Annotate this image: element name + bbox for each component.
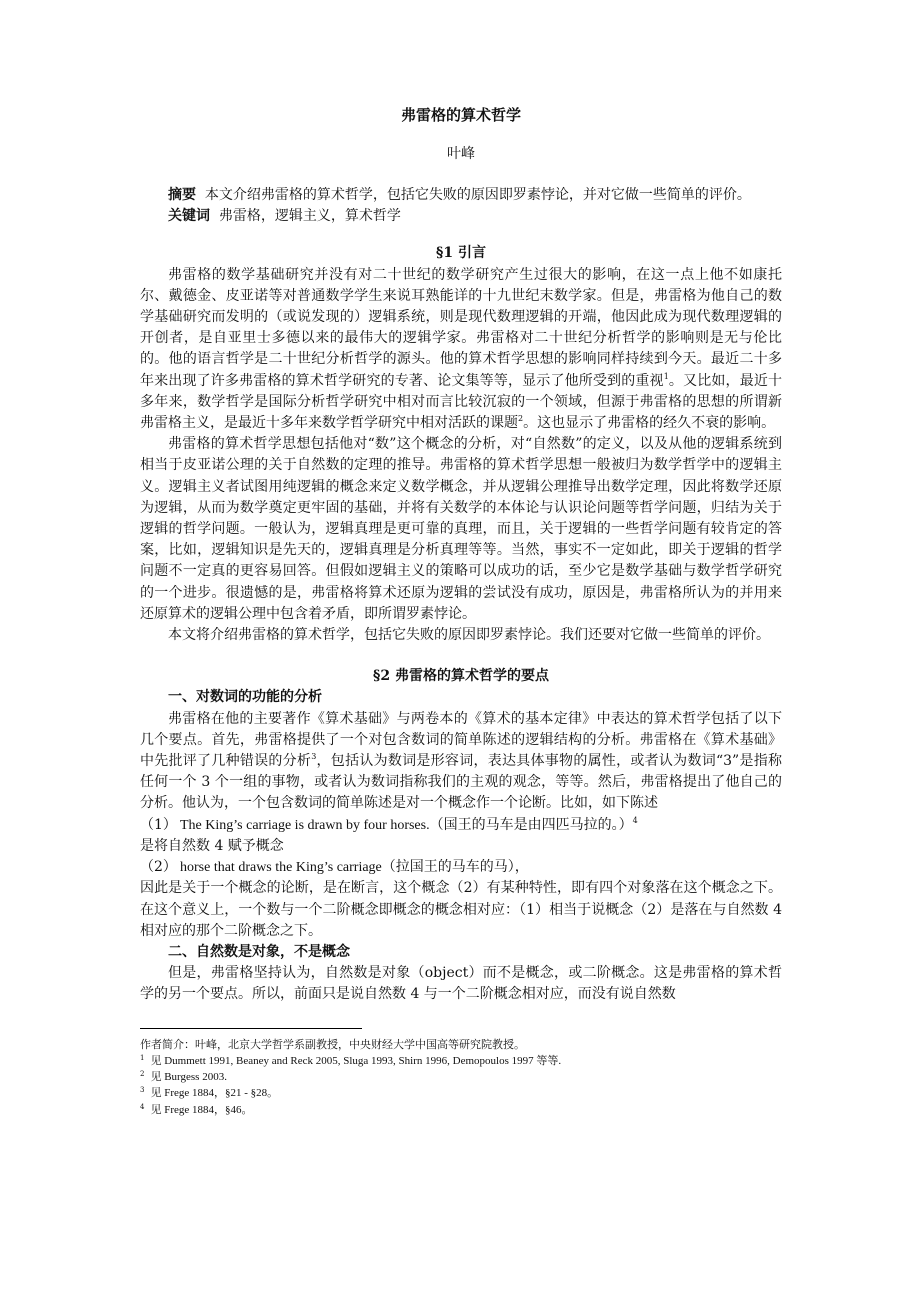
- footnote-ref-3[interactable]: 3: [311, 752, 317, 762]
- example-english: The King’s carriage is drawn by four horses.: [180, 817, 430, 833]
- footnote-4: [140, 1102, 782, 1118]
- author-note: 作者简介：叶峰，北京大学哲学系副教授，中央财经大学中国高等研究院教授。: [140, 1037, 525, 1051]
- subsection-2-heading: 二、自然数是对象，不是概念: [168, 943, 350, 960]
- footnote-text: 见 Dummett 1991, Beaney and Reck 2005, Sluga 1993, Shirn 1996, Demopoulos 1997 等等.: [150, 1054, 562, 1067]
- example-number: （2）: [140, 859, 177, 876]
- footnote-2: [140, 1069, 782, 1085]
- text-run: 弗雷格的数学基础研究并没有对二十世纪的数学研究产生过很大的影响，在这一点上他不如康托尔、戴德金、皮亚诺等对普通数学学生来说耳熟能详的十九世纪末数学家。但是，弗雷格为他自己的数学基础研究而发明的（或说发现的）逻辑系统，则是现代数理逻辑的开端，他因此成为现代数理逻辑的开创者，是自亚里士多德以来的最伟大的逻辑学家。弗雷格对二十世纪分析哲学的影响则是无与伦比的。他的语言哲学是二十世纪分析哲学的源头。他的算术哲学思想的影响同样持续到今天。最近二十多年来出现了许多弗雷格的算术哲学研究的专著、论文集等等，显示了他所受到的重视: [140, 266, 782, 389]
- footnote-3: [140, 1085, 782, 1101]
- text-run: 弗雷格在他的主要著作《算术基础》与两卷本的《算术的基本定律》中表达的算术哲学包括了以下几个要点。首先，弗雷格提供了一个对包含数词的简单陈述的逻辑结构的分析。弗雷格在《算术基础》中先批评了几种错误的分析: [140, 710, 782, 770]
- abstract: [140, 185, 782, 206]
- keywords-label: 关键词: [168, 208, 210, 225]
- section-2-paragraph-2: 因此是关于一个概念的论断，是在断言，这个概念（2）有某种特性，即有四个对象落在这个概念之下。在这个意义上，一个数与一个二阶概念即概念的概念相对应：（1）相当于说概念（2）是落在与自然数 4 相对应的那个二阶概念之下。: [140, 880, 782, 939]
- footnote-ref-1[interactable]: 1: [663, 371, 669, 381]
- footnote-ref-2[interactable]: 2: [518, 414, 524, 424]
- footnote-text: 见 Burgess 2003.: [150, 1071, 227, 1084]
- section-2-paragraph-1: [140, 709, 782, 815]
- example-english: horse that draws the King’s carriage: [180, 860, 382, 876]
- example-bridge-text: 是将自然数 4 赋予概念: [140, 837, 284, 854]
- footnote-mark: 3: [140, 1086, 145, 1095]
- footnote-1: [140, 1053, 782, 1069]
- example-1: [140, 815, 782, 836]
- abstract-label: 摘要: [168, 187, 196, 203]
- paper-author: 叶峰: [447, 146, 475, 162]
- abstract-text: 本文介绍弗雷格的算术哲学，包括它失败的原因即罗素悖论，并对它做一些简单的评价。: [204, 187, 751, 203]
- example-translation: （拉国王的马车的马），: [381, 859, 529, 876]
- footnote-mark: 2: [140, 1070, 145, 1079]
- keywords-text: 弗雷格，逻辑主义，算术哲学: [218, 208, 401, 225]
- section-1-paragraph-2: 弗雷格的算术哲学思想包括他对“数”这个概念的分析，对“自然数”的定义，以及从他的逻辑系统到相当于皮亚诺公理的关于自然数的定理的推导。弗雷格的算术哲学思想一般被归为数学哲学中的逻辑主义。逻辑主义者试图用纯逻辑的概念来定义数学概念，并从逻辑公理推导出数学定理，因此将数学还原为逻辑，从而为数学奠定更牢固的基础，并将有关数学的本体论与认识论问题等哲学问题，归结为关于逻辑的哲学问题。一般认为，逻辑真理是更可靠的真理，而且，关于逻辑的一些哲学问题有较肯定的答案，比如，逻辑知识是先天的，逻辑真理是分析真理等等。当然，事实不一定如此，即关于逻辑的哲学问题不一定真的更容易回答。但假如逻辑主义的策略可以成功的话，至少它是数学基础与数学哲学研究的一个进步。很遗憾的是，弗雷格将算术还原为逻辑的尝试没有成功，原因是，弗雷格所认为的并用来还原算术的逻辑公理中包含着矛盾，即所谓罗素悖论。: [140, 436, 782, 622]
- section-2-heading: §2 弗雷格的算术哲学的要点: [373, 668, 549, 685]
- footnote-mark: 4: [140, 1102, 145, 1111]
- section-1-paragraph-1: [140, 265, 782, 435]
- keywords: [140, 206, 782, 227]
- example-translation: （国王的马车是由四匹马拉的。）: [429, 816, 633, 833]
- text-run: 。这也显示了弗雷格的经久不衰的影响。: [523, 415, 776, 432]
- footnote-text: 见 Frege 1884，§21 - §28。: [150, 1087, 279, 1100]
- text-run: 。又比如，最近十多年来，数学哲学是国际分析哲学研究中相对而言比较沉寂的一个领域，但源于弗雷格的思想的所谓新弗雷格主义，是最近十多年来数学哲学研究中相对活跃的课题: [140, 372, 783, 432]
- section-2-paragraph-3: 但是，弗雷格坚持认为，自然数是对象（object）而不是概念，或二阶概念。这是弗雷格的算术哲学的另一个要点。所以，前面只是说自然数 4 与一个二阶概念相对应，而没有说自然数: [140, 965, 782, 1003]
- subsection-1-heading: 一、对数词的功能的分析: [168, 689, 322, 706]
- text-run: ，包括认为数词是形容词，表达具体事物的属性，或者认为数词“3”是指称任何一个 3 个一组的事物，或者认为数词指称我们的主观的观念，等等。然后，弗雷格提出了他自己的分析。他认为，一个包含数词的简单陈述是对一个概念作一个论断。比如，如下陈述: [140, 753, 782, 812]
- example-number: （1）: [140, 816, 177, 833]
- paper-title: 弗雷格的算术哲学: [400, 106, 521, 124]
- footnote-text: 见 Frege 1884，§46。: [150, 1103, 253, 1116]
- section-1-paragraph-3: 本文将介绍弗雷格的算术哲学，包括它失败的原因即罗素悖论。我们还要对它做一些简单的评价。: [168, 627, 770, 644]
- example-2: [140, 857, 782, 878]
- footnote-ref-4[interactable]: 4: [632, 815, 638, 825]
- paper-page: [140, 104, 782, 1118]
- footnote-divider: [140, 1028, 362, 1029]
- section-1-heading: §1 引言: [436, 245, 486, 262]
- footnote-mark: 1: [140, 1053, 145, 1062]
